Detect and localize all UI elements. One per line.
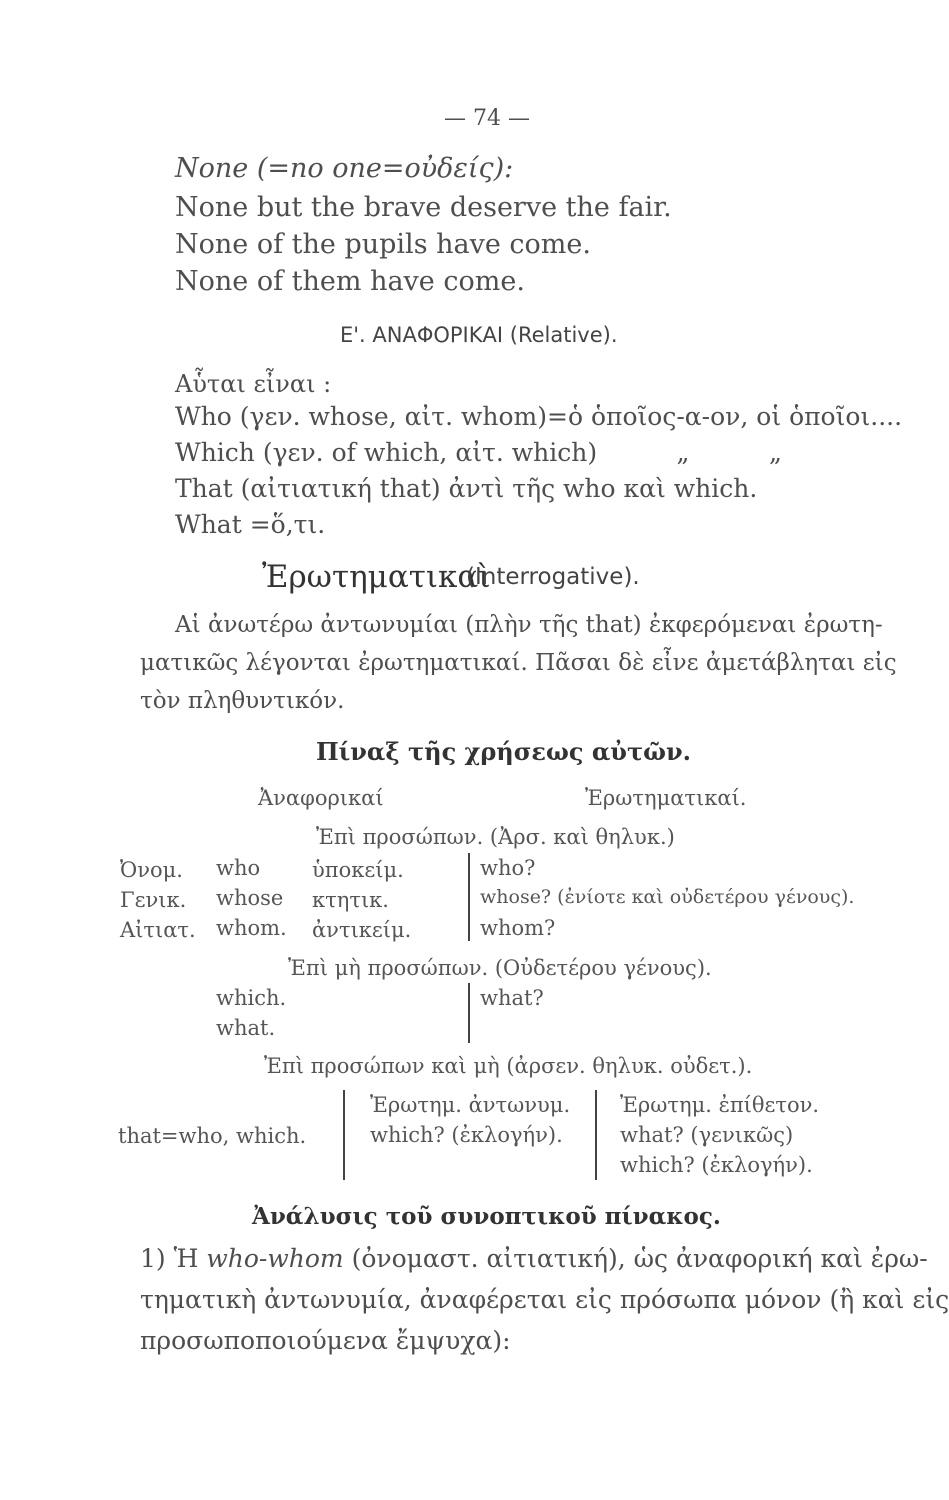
table-divider (468, 983, 470, 1043)
analysis-line: προσωποποιούμενα ἔμψυχα): (140, 1326, 511, 1355)
interrogative-heading-latin: (Interrogative). (466, 564, 640, 590)
analysis-line (140, 1246, 928, 1271)
none-example: None but the brave deserve the fair. (175, 192, 672, 223)
table-title: Πίναξ τῆς χρήσεως αὐτῶν. (316, 737, 691, 766)
case-description: ἀντικείμ. (312, 918, 412, 942)
interrogative-paragraph-line: Αἱ ἀνωτέρω ἀντωνυμίαι (πλὴν τῆς that) ἐκφερόμεναι ἐρωτη- (175, 612, 883, 638)
relative-word: who (216, 856, 261, 880)
relative-word: whose (216, 886, 284, 910)
table-divider (343, 1090, 345, 1180)
column-header-interrogative: Ἐρωτηματικαί. (585, 786, 747, 810)
relative-heading: Ε'. ΑΝΑΦΟΡΙΚΑΙ (Relative). (340, 323, 618, 347)
nonpersons-header: Ἐπὶ μὴ προσώπων. (Οὐδετέρου γένους). (288, 956, 712, 980)
analysis-text: 1) Ἡ (140, 1244, 207, 1273)
relative-word: whom. (216, 916, 287, 940)
none-example: None of them have come. (175, 266, 525, 297)
relative-intro: Αὗται εἶναι : (175, 370, 332, 398)
interrogative-adjective-value: what? (γενικῶς) (620, 1123, 794, 1147)
relative-line: Who (γεν. whose, αἰτ. whom)=ὁ ὁποῖος-α-ον, οἱ ὁποῖοι.... (175, 402, 903, 431)
case-label: Γενικ. (120, 888, 187, 912)
both-header: Ἐπὶ προσώπων καὶ μὴ (ἀρσεν. θηλυκ. οὐδετ.). (264, 1054, 753, 1078)
relative-word: which. (216, 986, 287, 1010)
interrogative-pronoun-header: Ἐρωτημ. ἀντωνυμ. (370, 1093, 571, 1117)
interrogative-paragraph-line: ματικῶς λέγονται ἐρωτηματικαί. Πᾶσαι δὲ εἶνε ἀμετάβληται εἰς (140, 650, 897, 676)
interrogative-word: who? (480, 856, 536, 880)
interrogative-word: whom? (480, 916, 556, 940)
analysis-term: who-whom (206, 1244, 344, 1273)
analysis-line: τηματικὴ ἀντωνυμία, ἀναφέρεται εἰς πρόσωπα μόνον (ἢ καὶ εἰς (140, 1285, 949, 1314)
analysis-heading: Ἀνάλυσις τοῦ συνοπτικοῦ πίνακος. (252, 1203, 721, 1230)
relative-line: That (αἰτιατική that) ἀντὶ τῆς who καὶ which. (175, 474, 758, 503)
relative-line: What =ὅ,τι. (175, 510, 326, 539)
interrogative-word: whose? (ἐνίοτε καὶ οὐδετέρου γένους). (480, 886, 855, 908)
interrogative-paragraph-line: τὸν πληθυντικόν. (140, 688, 345, 714)
both-relative: that=who, which. (118, 1124, 307, 1148)
table-divider (468, 853, 470, 941)
interrogative-word: what? (480, 986, 544, 1010)
none-example: None of the pupils have come. (175, 229, 591, 260)
case-description: ὑποκείμ. (312, 858, 404, 882)
interrogative-adjective-header: Ἐρωτημ. ἐπίθετον. (620, 1093, 820, 1117)
relative-word: what. (216, 1016, 276, 1040)
case-description: κτητικ. (312, 888, 389, 912)
case-label: Ὀνομ. (120, 858, 183, 882)
column-header-relative: Ἀναφορικαί (258, 786, 384, 810)
interrogative-heading-greek: Ἐρωτηματικαὶ (262, 559, 491, 595)
table-divider (595, 1090, 597, 1180)
interrogative-adjective-value: which? (ἐκλογήν). (620, 1153, 813, 1177)
analysis-text: (ὀνομαστ. αἰτιατική), ὡς ἀναφορική καὶ ἐρω- (343, 1244, 928, 1273)
case-label: Αἰτιατ. (120, 918, 196, 942)
interrogative-pronoun-value: which? (ἐκλογήν). (370, 1123, 563, 1147)
page-number: — 74 — (444, 106, 530, 131)
none-heading: None (=no one=οὐδείς): (175, 153, 514, 184)
relative-line: Which (γεν. of which, αἰτ. which) „ „ (175, 438, 782, 467)
persons-header: Ἐπὶ προσώπων. (Ἀρσ. καὶ θηλυκ.) (316, 825, 675, 849)
